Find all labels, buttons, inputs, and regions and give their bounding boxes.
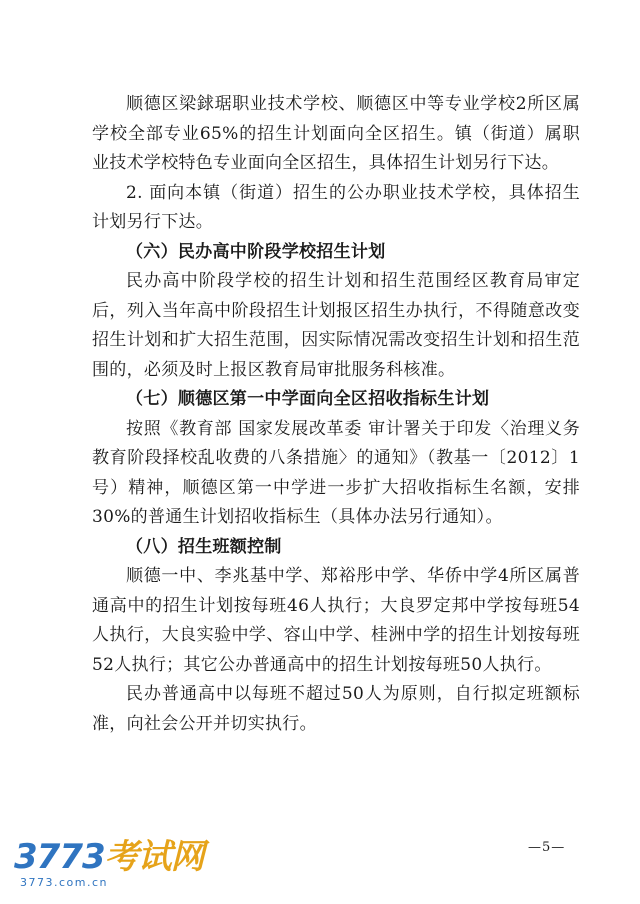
paragraph-district-vocational: 顺德区梁銶琚职业技术学校、顺德区中等专业学校2所区属学校全部专业65%的招生计划面向全区招生。镇（街道）属职业技术学校特色专业面向全区招生，具体招生计划另行下达。 [92,94,580,173]
site-watermark [14,837,204,896]
paragraph-first-middle-school: 按照《教育部 国家发展改革委 审计署关于印发〈治理义务教育阶段择校乱收费的八条措施〉的通知》（教基一〔2012〕1号）精神，顺德区第一中学进一步扩大招收指标生名额，安排30%的普通生计划招收指标生（具体办法另行通知）。 [92,418,580,527]
heading-section-7: （七）顺德区第一中学面向全区招收指标生计划 [126,389,490,409]
paragraph-private-schools: 民办高中阶段学校的招生计划和招生范围经区教育局审定后，列入当年高中阶段招生计划报区招生办执行，不得随意改变招生计划和扩大招生范围，因实际情况需改变招生计划和招生范围的，必须及时上报区教育局审批服务科核准。 [92,271,580,380]
watermark-logo-text: 考试网 [104,837,204,877]
heading-section-6: （六）民办高中阶段学校招生计划 [126,241,386,262]
paragraph-class-size-private: 民办普通高中以每班不超过50人为原则，自行拟定班额标准，向社会公开并切实执行。 [92,684,580,734]
document-body [92,90,580,739]
page-number: —5— [528,840,566,855]
paragraph-town-vocational: 2. 面向本镇（街道）招生的公办职业技术学校，具体招生计划另行下达。 [92,182,580,232]
watermark-logo [14,838,204,876]
watermark-url: 3773.com.cn [20,876,108,889]
paragraph-class-size-public: 顺德一中、李兆基中学、郑裕彤中学、华侨中学4所区属普通高中的招生计划按每班46人执行；大良罗定邦中学按每班54人执行，大良实验中学、容山中学、桂洲中学的招生计划按每班52人执行；其它公办普通高中的招生计划按每班50人执行。 [92,566,580,675]
watermark-logo-digits: 3773 [14,837,105,877]
heading-section-8: （八）招生班额控制 [126,536,282,557]
